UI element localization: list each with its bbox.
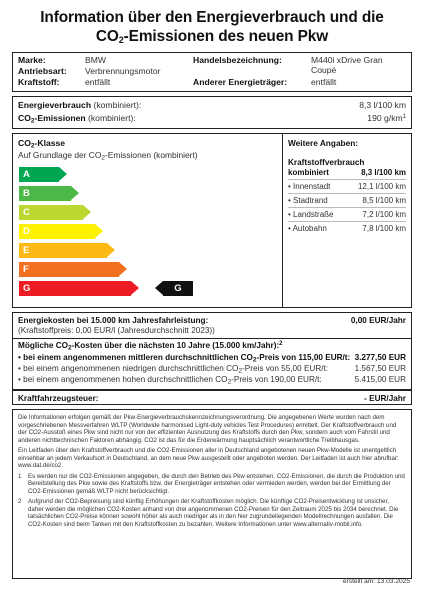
co2-emission-label: $CO_2$-Emissionen (kombiniert): [18,113,136,125]
kfz-steuer-value: - EUR/Jahr [364,394,406,403]
antrieb-label-row [18,66,67,76]
cost-divider [13,338,411,339]
antrieb-value: Verbrennungsmotor [85,66,161,76]
co2-cost-row: • bei einem angenommenen mittleren durchschnittlichen $CO_2$-Preis von 115,00 EUR/t: 3.277,50 EUR [18,353,406,364]
co2-cost-row: • bei einem angenommenen niedrigen durchschnittlichen $CO_2$-Preis von 55,00 EUR/t: 1.567,50 EUR [18,364,406,375]
kfz-steuer-label: Kraftfahrzeugsteuer: [18,394,99,403]
weitere-angaben-panel [283,134,411,307]
co2-emission-value: 190 $g/km^1$ [367,113,406,123]
note-paragraph-2: Ein Leitfaden über den Kraftstoffverbrauch und die CO2-Emissionen aller in Deutschland angebotenen neuen Pkw-Modelle ist unentgeltlich einsehbar an jedem Verkaufsort in Deutschland, an dem neue Pkw ausgestellt oder angeboten werden. Der Leitfaden ist auch hier abrufbar: www.dat.de/co2. [18,447,399,469]
verbrauch-row: • Autobahn 7,8 l/100 km [288,224,406,233]
divider [288,221,406,222]
kraftstoff-label: Kraftstoff: [18,77,60,87]
kombiniert-row: kombiniert 8,3 l/100 km [288,168,406,177]
divider [288,179,406,180]
co2-cost-row: • bei einem angenommenen hohen durchschnittlichen $CO_2$-Preis von 190,00 EUR/t: 5.415,00 EUR [18,375,406,386]
handel-value-2: Coupé [311,65,337,75]
co2-class-panel [13,134,283,307]
verbrauch-title: Kraftstoffverbrauch [288,158,365,167]
co2-class-desc: Auf Grundlage der $CO_2$-Emissionen (kombiniert) [18,150,198,162]
title-line1: Information über den Energieverbrauch und die [40,9,384,26]
energy-consumption-box [12,96,412,129]
verbrauch-label: Energieverbrauch (kombiniert): [18,100,142,110]
moegliche-row: Mögliche $CO_2$-Kosten über die nächsten 10 Jahre (15.000 km/Jahr):$^2$ [18,341,283,352]
divider [288,193,406,194]
page-title [12,0,412,46]
kfz-steuer-row [12,390,412,405]
verbrauch-rows [288,181,406,234]
handel-label: Handelsbezeichnung: [193,55,282,65]
verbrauch-row: • Stadtrand 8,5 l/100 km [288,196,406,205]
kraftstoff-value: entfällt [85,77,111,87]
co2-class-bar-e: E [19,243,107,258]
created-date: erstellt am: 13.03.2025 [342,578,410,585]
title-line2: $CO_2$-Emissionen des neuen Pkw [95,28,329,45]
co2-class-bar-f: F [19,262,119,277]
verbrauch-row: • Innenstadt 12,1 l/100 km [288,182,406,191]
co2-class-bar-a: A [19,167,59,182]
marke-label: Marke: [18,55,46,65]
antrieb-label: Antriebsart: [18,66,67,76]
marke-value: BMW [85,55,107,65]
co2-class-title: $CO_2$-Klasse [18,138,66,150]
co2-class-box [12,133,412,308]
co2-class-bar-d: D [19,224,95,239]
footnotes-box [12,409,412,579]
costs-box [12,312,412,390]
co2-class-bar-c: C [19,205,83,220]
anderer-label: Anderer Energieträger: [193,77,288,87]
footnote-2: 2 Aufgrund der CO2-Bepreisung sind künftig Erhöhungen der Kraftstoffkosten möglich. Die künftige CO2-Preisentwicklung ist unsicher, daher werden die möglichen CO2-Kosten anhand von drei angenommenen CO2-Preisen für den Zeitraum 2025 bis 2034 berechnet. Die tatsächlichen CO2-Preise können sowohl höher als auch niedriger als in den hier zugrundeliegenden Modellrechnungen ausfallen. Die CO2-Kosten sind beim Tanken mit den Kraftstoffkosten zu bezahlen. Weitere Informationen unter www.alternativ-mobil.info. [18,498,399,528]
verbrauch-value: 8,3 l/100 km [359,100,406,110]
co2-class-bar-g: G [19,281,131,296]
verbrauch-row: • Landstraße 7,2 l/100 km [288,210,406,219]
kraftstoff-label-row [18,77,60,87]
divider [288,207,406,208]
handel-label-row [193,55,282,65]
weitere-title: Weitere Angaben: [288,138,359,148]
handel-value-1: M440i xDrive Gran [311,55,383,65]
anderer-value: entfällt [311,77,337,87]
energiekosten-row: Energiekosten bei 15.000 km Jahresfahrleistung: 0,00 EUR/Jahr [18,316,406,325]
current-class-indicator: G [163,281,193,296]
marke-row [18,55,46,65]
kraftstoffpreis-row: (Kraftstoffpreis: 0,00 EUR/l (Jahresdurchschnitt 2023)) [18,326,215,335]
anderer-label-row [193,77,287,87]
note-paragraph-1: Die Informationen erfolgen gemäß der Pkw-Energieverbrauchskennzeichnungsverordnung. Die angegebenen Werte wurden nach dem vorgeschriebenen Messverfahren WLTP (Worldwide harmonised Light-duty vehicles Test Procedures) ermittelt. Der Kraftstoffverbrauch und der CO2-Ausstoß eines Pkw sind nicht nur von der effizienten Ausnutzung des Kraftstoffs durch den Pkw, sondern auch vom Fahrstil und anderen nichttechnischen Faktoren abhängig. CO2 ist das für die Erderwärmung hauptsächlich verantwortliche Treibhausgas. [18,414,397,444]
vehicle-info-box [12,52,412,92]
footnote-1: 1 Es werden nur die CO2-Emissionen angegeben, die durch den Betrieb des Pkw entstehen. CO2-Emissionen, die durch die Produktion und Bereitstellung des Pkw sowie des Kraftstoffs bzw. der Energieträger entstehen oder vermieden werden, werden bei der Ermittlung der CO2-Emissionen gemäß WLTP nicht berücksichtigt. [18,472,405,495]
co2-class-bar-b: B [19,186,71,201]
